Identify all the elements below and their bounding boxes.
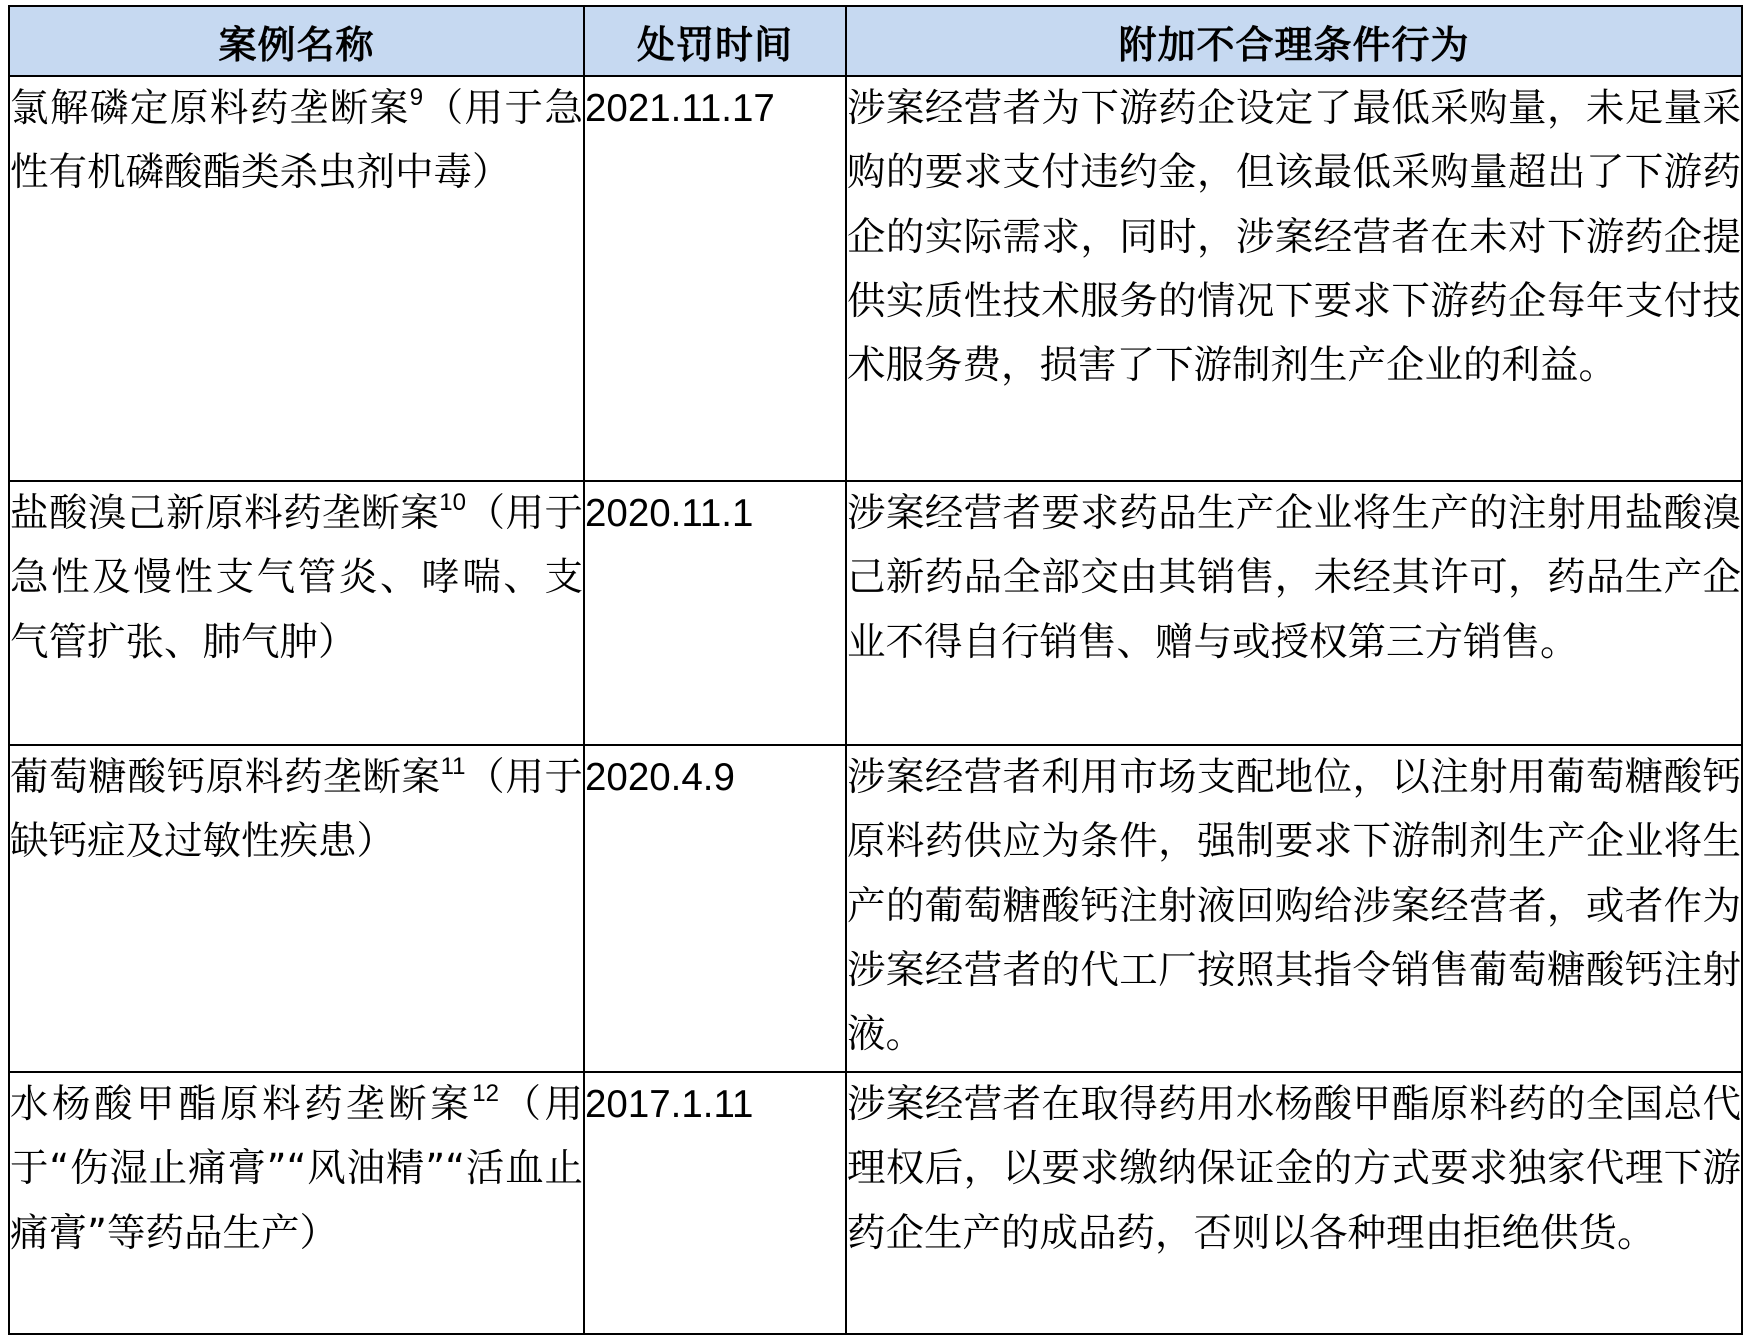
penalty-date: 2020.4.9 bbox=[584, 745, 846, 1072]
case-note: （用于缺钙症及过敏性疾患） bbox=[10, 755, 583, 865]
case-name-cell bbox=[9, 745, 584, 1072]
header-penalty-date: 处罚时间 bbox=[584, 6, 846, 76]
table-row bbox=[9, 481, 1742, 745]
cases-table bbox=[8, 5, 1743, 1335]
footnote-ref: 12 bbox=[472, 1080, 499, 1108]
case-name: 氯解磷定原料药垄断案 bbox=[10, 86, 410, 131]
penalty-date: 2017.1.11 bbox=[584, 1072, 846, 1334]
case-name: 葡萄糖酸钙原料药垄断案 bbox=[10, 755, 441, 800]
case-name: 盐酸溴己新原料药垄断案 bbox=[10, 491, 440, 536]
case-note: （用于急性有机磷酸酯类杀虫剂中毒） bbox=[10, 86, 583, 196]
header-case-name: 案例名称 bbox=[9, 6, 584, 76]
case-name-cell bbox=[9, 1072, 584, 1334]
case-name-cell bbox=[9, 481, 584, 745]
footnote-ref: 9 bbox=[409, 84, 424, 112]
case-note: （用于“伤湿止痛膏”“风油精”“活血止痛膏”等药品生产） bbox=[10, 1082, 583, 1256]
behavior-description: 涉案经营者要求药品生产企业将生产的注射用盐酸溴己新药品全部交由其销售，未经其许可，药品生产企业不得自行销售、赠与或授权第三方销售。 bbox=[846, 481, 1742, 745]
penalty-date: 2020.11.1 bbox=[584, 481, 846, 745]
behavior-description: 涉案经营者为下游药企设定了最低采购量，未足量采购的要求支付违约金，但该最低采购量超出了下游药企的实际需求，同时，涉案经营者在未对下游药企提供实质性技术服务的情况下要求下游药企每年支付技术服务费，损害了下游制剂生产企业的利益。 bbox=[846, 76, 1742, 481]
header-unreasonable-conditions: 附加不合理条件行为 bbox=[846, 6, 1742, 76]
behavior-description: 涉案经营者在取得药用水杨酸甲酯原料药的全国总代理权后，以要求缴纳保证金的方式要求独家代理下游药企生产的成品药，否则以各种理由拒绝供货。 bbox=[846, 1072, 1742, 1334]
behavior-description: 涉案经营者利用市场支配地位，以注射用葡萄糖酸钙原料药供应为条件，强制要求下游制剂生产企业将生产的葡萄糖酸钙注射液回购给涉案经营者，或者作为涉案经营者的代工厂按照其指令销售葡萄糖酸钙注射液。 bbox=[846, 745, 1742, 1072]
footnote-ref: 11 bbox=[440, 753, 466, 781]
case-name-cell bbox=[9, 76, 584, 481]
case-name: 水杨酸甲酯原料药垄断案 bbox=[10, 1082, 473, 1127]
table-header-row bbox=[9, 6, 1742, 76]
table-row bbox=[9, 76, 1742, 481]
table-row bbox=[9, 745, 1742, 1072]
footnote-ref: 10 bbox=[439, 489, 466, 517]
case-note: （用于急性及慢性支气管炎、哮喘、支气管扩张、肺气肿） bbox=[10, 491, 583, 665]
penalty-date: 2021.11.17 bbox=[584, 76, 846, 481]
table-row bbox=[9, 1072, 1742, 1334]
